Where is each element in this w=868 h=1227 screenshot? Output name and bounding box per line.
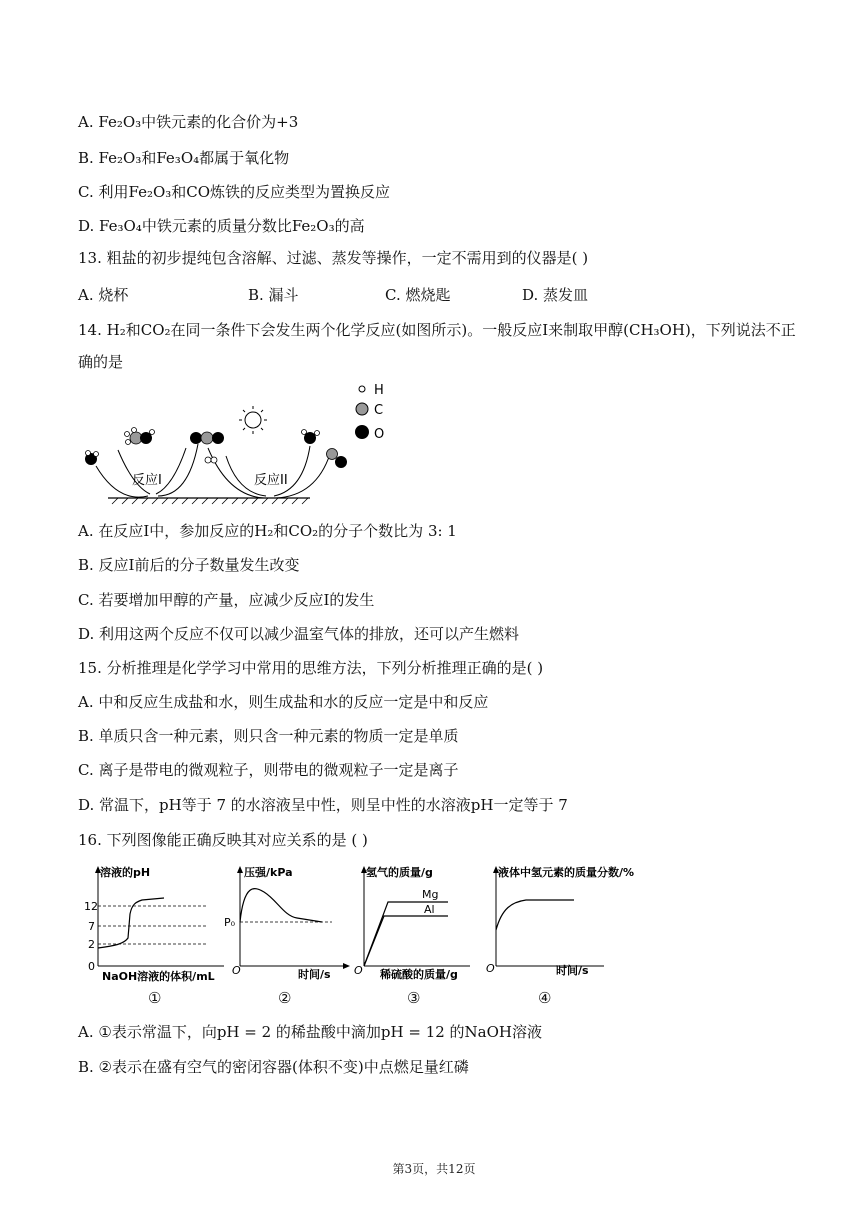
graph4-origin: O [486, 962, 495, 975]
q12-option-b: B. Fe₂O₃和Fe₃O₄都属于氧化物 [78, 149, 290, 167]
q13-option-b: B. 漏斗 [248, 286, 299, 304]
q14-option-d: D. 利用这两个反应不仅可以减少温室气体的排放，还可以产生燃料 [78, 625, 520, 643]
q12-option-a: A. Fe₂O₃中铁元素的化合价为+3 [78, 113, 299, 131]
h2o-molecule-left [85, 451, 99, 466]
q15-stem: 15. 分析推理是化学学习中常用的思维方法，下列分析推理正确的是( ) [78, 659, 544, 677]
graph2-origin: O [232, 964, 241, 977]
graph3-mg-label: Mg [422, 888, 439, 901]
q15-option-c: C. 离子是带电的微观粒子，则带电的微观粒子一定是离子 [78, 761, 459, 779]
graph1-ylabel: 溶液的pH [100, 866, 151, 879]
reaction2-label: 反应II [254, 473, 288, 488]
q12-option-c: C. 利用Fe₂O₃和CO炼铁的反应类型为置换反应 [78, 183, 391, 201]
graph1-tick-2: 2 [88, 938, 95, 951]
graph2-number: ② [278, 989, 292, 1007]
graph1-tick-12: 12 [84, 900, 98, 913]
q16-option-b: B. ②表示在盛有空气的密闭容器(体积不变)中点燃足量红磷 [78, 1058, 469, 1076]
q13-option-a: A. 烧杯 [78, 286, 129, 304]
graph2-ylabel: 压强/kPa [244, 866, 293, 879]
legend-h-label: H [374, 383, 384, 398]
graph4-xlabel: 时间/s [556, 964, 589, 977]
q15-option-a: A. 中和反应生成盐和水，则生成盐和水的反应一定是中和反应 [78, 693, 489, 711]
legend-o-atom [355, 425, 369, 439]
graph4-ylabel: 液体中氢元素的质量分数/% [498, 866, 635, 879]
graph4-curve [496, 900, 574, 930]
co-molecule [327, 449, 348, 469]
graph4-number: ④ [538, 989, 552, 1007]
graph1-tick-7: 7 [88, 920, 95, 933]
reaction2-arrow-out [274, 446, 310, 496]
graph2-p0: P₀ [224, 916, 236, 929]
q14-option-c: C. 若要增加甲醇的产量，应减少反应I的发生 [78, 591, 375, 609]
graph3-ylabel: 氢气的质量/g [366, 866, 433, 879]
q13-stem: 13. 粗盐的初步提纯包含溶解、过滤、蒸发等操作，一定不需用到的仪器是( ) [78, 249, 589, 267]
graph3-origin: O [354, 964, 363, 977]
legend-c-label: C [374, 403, 384, 418]
graph3-line-al [364, 916, 448, 966]
graph-4-hydrogen-fraction [484, 864, 664, 982]
graph3-al-label: Al [424, 903, 435, 916]
q15-option-d: D. 常温下，pH等于 7 的水溶液呈中性，则呈中性的水溶液pH一定等于 7 [78, 796, 568, 814]
page-footer: 第3页，共12页 [392, 1162, 476, 1176]
methanol-molecule [125, 428, 155, 445]
q14-option-b: B. 反应I前后的分子数量发生改变 [78, 556, 300, 574]
h2-molecule [205, 457, 217, 463]
legend-o-label: O [374, 427, 385, 442]
legend-h-atom [359, 386, 365, 392]
h2o-molecule-right [302, 430, 320, 445]
graph1-curve [98, 898, 164, 948]
graph2-xlabel: 时间/s [298, 968, 331, 981]
q16-option-a: A. ①表示常温下，向pH = 2 的稀盐酸中滴加pH = 12 的NaOH溶液 [78, 1023, 543, 1041]
q16-stem: 16. 下列图像能正确反映其对应关系的是 ( ) [78, 831, 368, 849]
q15-option-b: B. 单质只含一种元素，则只含一种元素的物质一定是单质 [78, 727, 459, 745]
q14-stem-line2: 确的是 [78, 353, 124, 371]
graph-2-pressure [222, 864, 352, 982]
q13-option-d: D. 蒸发皿 [522, 286, 589, 304]
sun-icon [239, 406, 267, 434]
graph1-number: ① [148, 989, 162, 1007]
graph3-xlabel: 稀硫酸的质量/g [380, 968, 458, 981]
graph3-number: ③ [407, 989, 421, 1007]
legend-c-atom [356, 403, 368, 415]
graph-3-hydrogen [352, 864, 478, 982]
q13-option-c: C. 燃烧匙 [385, 286, 451, 304]
co2-molecule [190, 432, 224, 444]
reaction-diagram [78, 378, 408, 508]
q14-option-a: A. 在反应I中，参加反应的H₂和CO₂的分子个数比为 3: 1 [78, 522, 457, 540]
graph2-curve [240, 889, 322, 922]
q14-stem-line1: 14. H₂和CO₂在同一条件下会发生两个化学反应(如图所示)。一般反应I来制取甲醇(CH₃OH)，下列说法不正 [78, 321, 796, 339]
graph1-origin: 0 [88, 960, 95, 973]
q12-option-d: D. Fe₃O₄中铁元素的质量分数比Fe₂O₃的高 [78, 217, 365, 235]
reaction1-label: 反应I [132, 473, 162, 488]
graph1-xlabel: NaOH溶液的体积/mL [102, 970, 215, 982]
graph-1-ph [84, 864, 234, 982]
